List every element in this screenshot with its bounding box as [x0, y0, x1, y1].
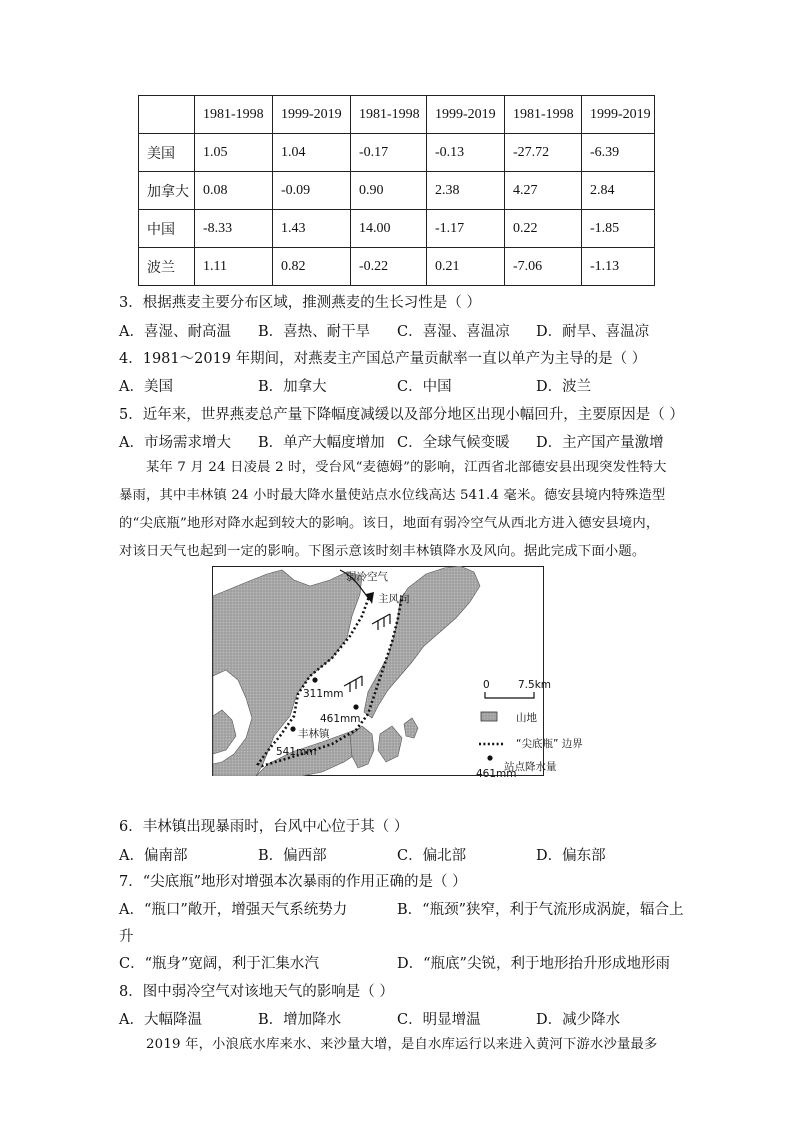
table-header-cell: 1981-1998 — [195, 96, 273, 134]
passage-line: 的“尖底瓶”地形对降水起到较大的影响。该日，地面有弱冷空气从西北方进入德安县境内， — [119, 516, 660, 531]
q3-option-a: A．喜湿、耐高温 — [119, 324, 231, 340]
table-header-cell: 1999-2019 — [273, 96, 351, 134]
table-cell: -0.09 — [273, 172, 351, 210]
table-country-cell: 美国 — [139, 134, 195, 172]
passage-line: 2019 年，小浪底水库来水、来沙量大增，是自水库运行以来进入黄河下游水沙量最多 — [146, 1037, 658, 1052]
legend-station-dot — [487, 755, 492, 760]
table-cell: 0.08 — [195, 172, 273, 210]
table-cell: 2.38 — [427, 172, 505, 210]
q3-option-c: C．喜湿、喜温凉 — [397, 324, 510, 340]
table-header-row — [139, 96, 655, 134]
table-cell: -6.39 — [582, 134, 655, 172]
q7-option-a: A．“瓶口”敞开，增强天气系统势力 — [119, 902, 348, 918]
table-cell: -0.22 — [351, 248, 427, 286]
table-cell: -1.85 — [582, 210, 655, 248]
table-cell: 0.82 — [273, 248, 351, 286]
question-8: 8．图中弱冷空气对该地天气的影响是（ ） — [119, 984, 394, 1000]
table-cell: 0.21 — [427, 248, 505, 286]
passage-typhoon — [119, 454, 679, 566]
q4-option-c: C．中国 — [397, 379, 452, 395]
legend-boundary-label: “尖底瓶” 边界 — [516, 738, 583, 750]
town-dot — [290, 726, 295, 731]
passage-xiaolangdi — [119, 1031, 679, 1059]
town-label: 丰林镇 — [298, 728, 330, 740]
table-header-cell: 1981-1998 — [505, 96, 582, 134]
station-541-label: 541mm — [276, 746, 317, 758]
passage-line: 某年 7 月 24 日凌晨 2 时，受台风“麦德姆”的影响，江西省北部德安县出现突发性特大 — [146, 460, 667, 475]
question-7: 7．“尖底瓶”地形对增强本次暴雨的作用正确的是（ ） — [119, 874, 467, 890]
table-header-cell: 1999-2019 — [582, 96, 655, 134]
table-cell: 1.43 — [273, 210, 351, 248]
cold-air-label: 弱冷空气 — [346, 571, 388, 583]
q5-option-b: B．单产大幅度增加 — [258, 435, 385, 451]
legend-station-label: 站点降水量 — [504, 761, 557, 773]
table-country-cell: 波兰 — [139, 248, 195, 286]
q4-option-d: D．波兰 — [536, 379, 592, 395]
q5-option-c: C．全球气候变暖 — [397, 435, 510, 451]
table-header-cell: 1981-1998 — [351, 96, 427, 134]
q3-option-b: B．喜热、耐干旱 — [258, 324, 371, 340]
table-cell: 2.84 — [582, 172, 655, 210]
table-cell: 1.05 — [195, 134, 273, 172]
table-cell: -1.17 — [427, 210, 505, 248]
q8-option-b: B．增加降水 — [258, 1012, 342, 1028]
legend-station-value: 461mm — [476, 768, 517, 780]
table-row — [139, 248, 655, 286]
table-cell: 0.90 — [351, 172, 427, 210]
passage-line: 对该日天气也起到一定的影响。下图示意该时刻丰林镇降水及风向。据此完成下面小题。 — [119, 544, 646, 559]
q7-option-b-cont: 升 — [119, 929, 134, 945]
q5-option-a: A．市场需求增大 — [119, 435, 231, 451]
table-cell: -27.72 — [505, 134, 582, 172]
scale-bar — [485, 692, 534, 698]
q8-option-a: A．大幅降温 — [119, 1012, 202, 1028]
table-cell: 4.27 — [505, 172, 582, 210]
table-row — [139, 210, 655, 248]
q7-option-b: B．“瓶颈”狭窄，利于气流形成涡旋，辐合上 — [397, 902, 684, 918]
q3-option-d: D．耐旱、喜温凉 — [536, 324, 650, 340]
question-3: 3．根据燕麦主要分布区域，推测燕麦的生长习性是（ ） — [119, 295, 481, 311]
scale-zero: 0 — [483, 679, 490, 691]
q6-option-c: C．偏北部 — [397, 848, 467, 864]
table-cell: -7.06 — [505, 248, 582, 286]
table-row — [139, 134, 655, 172]
station-311-dot — [312, 677, 317, 682]
q7-option-d: D．“瓶底”尖锐，利于地形抬升形成地形雨 — [397, 956, 670, 972]
table-header-cell: 1999-2019 — [427, 96, 505, 134]
q8-option-d: D．减少降水 — [536, 1012, 621, 1028]
q4-option-a: A．美国 — [119, 379, 173, 395]
q8-option-c: C．明显增温 — [397, 1012, 481, 1028]
passage-line: 暴雨，其中丰林镇 24 小时最大降水量使站点水位线高达 541.4 毫米。德安县境内特殊造型 — [119, 488, 666, 503]
table-cell: -0.13 — [427, 134, 505, 172]
q6-option-b: B．偏西部 — [258, 848, 327, 864]
q7-option-c: C．“瓶身”宽阔，利于汇集水汽 — [119, 956, 319, 972]
station-311-label: 311mm — [303, 688, 344, 700]
table-cell: 1.04 — [273, 134, 351, 172]
table-cell: 0.22 — [505, 210, 582, 248]
q6-option-a: A．偏南部 — [119, 848, 188, 864]
oat-yield-table — [138, 95, 655, 286]
legend-mountain-swatch — [481, 712, 497, 721]
map-legend — [470, 676, 590, 780]
table-country-cell: 中国 — [139, 210, 195, 248]
q6-option-d: D．偏东部 — [536, 848, 606, 864]
main-wind-label: 主风向 — [378, 593, 410, 605]
question-6: 6．丰林镇出现暴雨时，台风中心位于其（ ） — [119, 819, 409, 835]
station-461-label: 461mm — [320, 713, 361, 725]
q5-option-d: D．主产国产量激增 — [536, 435, 664, 451]
table-cell: 1.11 — [195, 248, 273, 286]
table-cell: -1.13 — [582, 248, 655, 286]
table-country-cell: 加拿大 — [139, 172, 195, 210]
table-header-cell — [139, 96, 195, 134]
question-4: 4．1981～2019 年期间，对燕麦主产国总产量贡献率一直以单产为主导的是（ ） — [119, 351, 647, 367]
scale-km: 7.5km — [518, 679, 552, 691]
table-cell: -0.17 — [351, 134, 427, 172]
q4-option-b: B．加拿大 — [258, 379, 327, 395]
table-cell: -8.33 — [195, 210, 273, 248]
question-5: 5．近年来，世界燕麦总产量下降幅度减缓以及部分地区出现小幅回升，主要原因是（ ） — [119, 407, 684, 423]
station-461-dot — [353, 704, 358, 709]
legend-mountain-label: 山地 — [516, 712, 537, 724]
table-cell: 14.00 — [351, 210, 427, 248]
table-row — [139, 172, 655, 210]
